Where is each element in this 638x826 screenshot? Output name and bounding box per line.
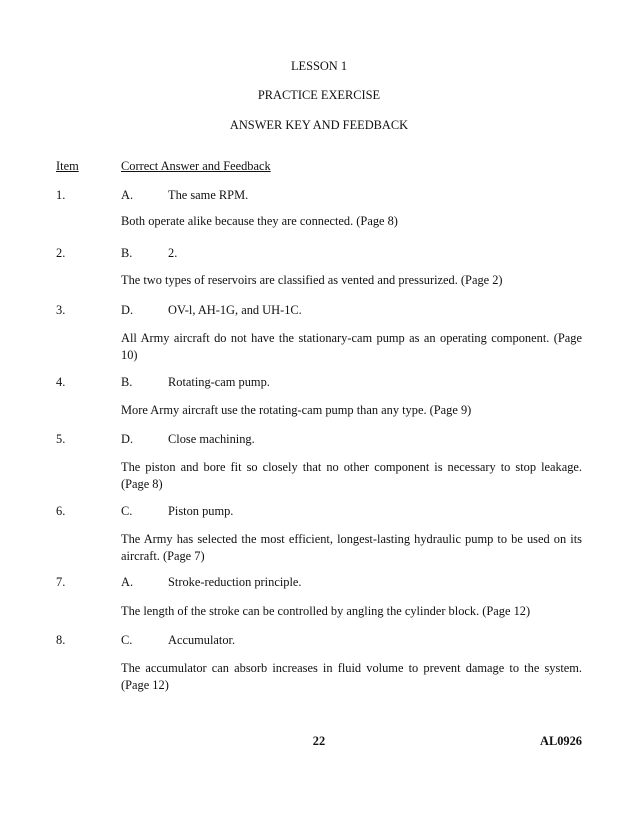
item-number: 5. [56, 432, 66, 446]
item-number: 6. [56, 504, 66, 518]
answer-text: Accumulator. [168, 633, 236, 647]
answer-text: Rotating-cam pump. [168, 375, 270, 389]
answer-row [0, 374, 638, 390]
item-number: 3. [56, 303, 66, 317]
answer-key-heading: ANSWER KEY AND FEEDBACK [229, 118, 409, 132]
answer-row [0, 632, 638, 648]
answer-text: Close machining. [168, 432, 255, 446]
item-number: 4. [56, 375, 66, 389]
answer-text: Stroke-reduction principle. [168, 575, 302, 589]
item-number: 2. [56, 246, 66, 260]
item-number: 1. [56, 188, 66, 202]
feedback-text: The accumulator can absorb increases in fluid volume to prevent damage to the system. (Page 12) [121, 661, 582, 692]
feedback-text: The length of the stroke can be controlled by angling the cylinder block. (Page 12) [121, 604, 531, 618]
answer-row [0, 302, 638, 318]
answer-text: 2. [168, 246, 178, 260]
item-number: 7. [56, 575, 66, 589]
answer-letter: C. [121, 633, 133, 647]
answer-letter: C. [121, 504, 133, 518]
answer-letter: A. [121, 575, 134, 589]
answer-letter: D. [121, 303, 134, 317]
feedback-text: The Army has selected the most efficient, longest-lasting hydraulic pump to be used on its aircraft. (Page 7) [121, 532, 582, 563]
page-number: 22 [312, 734, 326, 748]
answer-letter: B. [121, 246, 133, 260]
exercise-heading: PRACTICE EXERCISE [257, 88, 381, 102]
answer-row [0, 574, 638, 590]
answer-letter: B. [121, 375, 133, 389]
item-column-header: Item [56, 159, 79, 173]
lesson-heading: LESSON 1 [290, 59, 348, 73]
answer-text: The same RPM. [168, 188, 249, 202]
answer-column-header: Correct Answer and Feedback [121, 159, 271, 173]
item-number: 8. [56, 633, 66, 647]
feedback-text: More Army aircraft use the rotating-cam pump than any type. (Page 9) [121, 403, 472, 417]
answer-row [0, 503, 638, 519]
column-headers [0, 158, 638, 174]
feedback-text: The piston and bore fit so closely that no other component is necessary to stop leakage. (Page 8) [121, 460, 582, 491]
answer-letter: A. [121, 188, 134, 202]
answer-text: Piston pump. [168, 504, 234, 518]
answer-letter: D. [121, 432, 134, 446]
feedback-text: Both operate alike because they are connected. (Page 8) [121, 214, 398, 228]
feedback-text: The two types of reservoirs are classified as vented and pressurized. (Page 2) [121, 273, 503, 287]
answer-text: OV-l, AH-1G, and UH-1C. [168, 303, 302, 317]
answer-row [0, 431, 638, 447]
answer-row [0, 187, 638, 203]
feedback-text: All Army aircraft do not have the stationary-cam pump as an operating component. (Page 10) [121, 331, 582, 362]
answer-row [0, 245, 638, 261]
document-code: AL0926 [540, 734, 582, 748]
